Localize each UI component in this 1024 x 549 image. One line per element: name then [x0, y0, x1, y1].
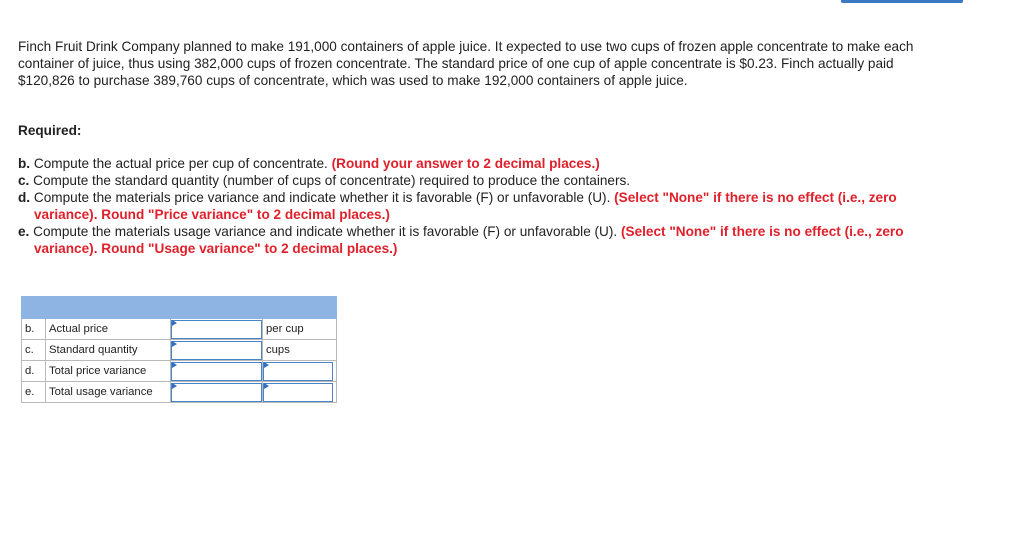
requirement-letter: c.	[18, 173, 30, 188]
requirement-letter: e.	[18, 224, 30, 239]
requirement-text: Compute the materials usage variance and indicate whether it is favorable (F) or unfavorable (U).	[29, 224, 621, 239]
requirement-note: (Round your answer to 2 decimal places.)	[331, 156, 600, 171]
price-variance-effect-select[interactable]	[263, 362, 333, 381]
requirement-b	[18, 155, 938, 172]
requirement-note: (Select "None" if there is no effect (i.e., zero variance). Round "Usage variance" to 2 decimal places.)	[34, 224, 904, 256]
input-cell	[171, 382, 263, 403]
row-unit: cups	[263, 340, 337, 361]
input-cell	[171, 340, 263, 361]
actual-price-input[interactable]	[171, 320, 262, 339]
row-label: Standard quantity	[46, 340, 171, 361]
input-cell	[171, 319, 263, 340]
problem-text: Finch Fruit Drink Company planned to make 191,000 containers of apple juice. It expected to use two cups of frozen apple concentrate to make each container of juice, thus using 382,000 cups of frozen concentrate. The standard price of one cup of apple concentrate is $0.23. Finch actually paid $120,826 to purchase 389,760 cups of concentrate, which was used to make 192,000 containers of apple juice.	[18, 39, 914, 88]
flag-icon	[264, 383, 269, 389]
requirement-letter: d.	[18, 190, 31, 205]
row-letter: e.	[22, 382, 46, 403]
flag-icon	[172, 341, 177, 347]
required-heading: Required:	[18, 123, 82, 138]
row-letter: c.	[22, 340, 46, 361]
requirement-d	[18, 189, 938, 223]
requirement-text: Compute the actual price per cup of concentrate.	[30, 156, 332, 171]
requirement-e	[18, 223, 938, 257]
table-header-cell	[22, 297, 337, 319]
flag-icon	[264, 362, 269, 368]
row-label: Total price variance	[46, 361, 171, 382]
row-label: Actual price	[46, 319, 171, 340]
select-cell	[263, 361, 337, 382]
requirement-c	[18, 172, 938, 189]
flag-icon	[172, 383, 177, 389]
table-row-actual-price	[22, 319, 337, 340]
table-row-usage-variance	[22, 382, 337, 403]
price-variance-input[interactable]	[171, 362, 262, 381]
usage-variance-input[interactable]	[171, 383, 262, 402]
input-cell	[171, 361, 263, 382]
usage-variance-effect-select[interactable]	[263, 383, 333, 402]
requirement-letter: b.	[18, 156, 31, 171]
select-cell	[263, 382, 337, 403]
standard-quantity-input[interactable]	[171, 341, 262, 360]
row-letter: d.	[22, 361, 46, 382]
answer-table	[21, 296, 337, 403]
row-unit: per cup	[263, 319, 337, 340]
requirement-text: Compute the materials price variance and indicate whether it is favorable (F) or unfavorable (U).	[30, 190, 615, 205]
requirement-note: (Select "None" if there is no effect (i.e., zero variance). Round "Price variance" to 2 decimal places.)	[34, 190, 897, 222]
table-row-standard-quantity	[22, 340, 337, 361]
table-header-row	[22, 297, 337, 319]
row-letter: b.	[22, 319, 46, 340]
requirements-list	[18, 155, 938, 257]
top-tab-indicator	[841, 0, 963, 3]
requirement-text: Compute the standard quantity (number of cups of concentrate) required to produce the containers.	[29, 173, 631, 188]
flag-icon	[172, 362, 177, 368]
table-row-price-variance	[22, 361, 337, 382]
flag-icon	[172, 320, 177, 326]
row-label: Total usage variance	[46, 382, 171, 403]
